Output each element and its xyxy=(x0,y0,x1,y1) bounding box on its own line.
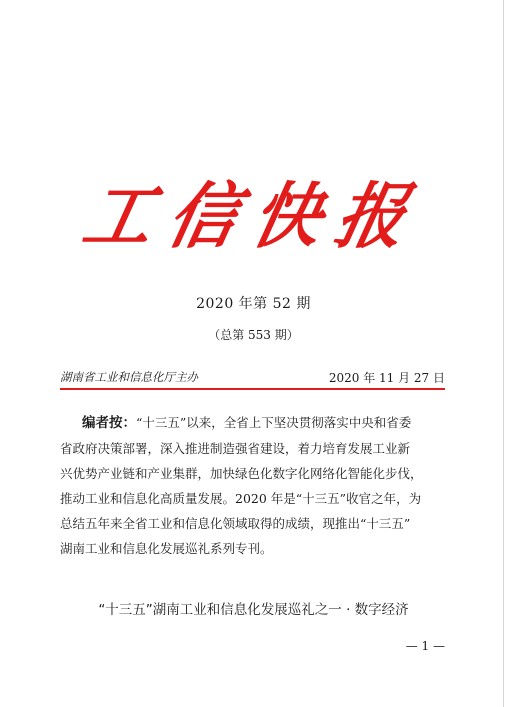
editor-note-line: 推动工业和信息化高质量发展。2020 年是“十三五”收官之年，为 xyxy=(60,491,422,506)
editor-note-line: 湖南工业和信息化发展巡礼系列专刊。 xyxy=(60,541,273,556)
publish-date: 2020 年 11 月 27 日 xyxy=(328,371,445,385)
editor-note-label: 编者按： xyxy=(82,415,136,431)
meta-row xyxy=(60,369,445,386)
masthead-title: 工信快报 xyxy=(76,175,431,259)
editor-note-line: 省政府决策部署，深入推进制造强省建设，着力培育发展工业新 xyxy=(60,441,411,456)
page-number: — 1 — xyxy=(405,639,445,653)
editor-note-line: 兴优势产业链和产业集群，加快绿色化数字化网络化智能化步伐， xyxy=(60,466,423,481)
issue-number: 2020 年第 52 期 xyxy=(196,296,311,312)
editor-note xyxy=(60,410,448,561)
total-issue-number: （总第 553 期） xyxy=(208,328,299,342)
header-divider xyxy=(60,388,445,390)
article-headline: “十三五”湖南工业和信息化发展巡礼之一 · 数字经济 xyxy=(98,602,409,618)
publisher: 湖南省工业和信息化厅主办 xyxy=(60,370,198,384)
editor-note-line xyxy=(60,410,448,436)
editor-note-line: 总结五年来全省工业和信息化领域取得的成绩，现推出“十三五” xyxy=(60,516,411,531)
editor-note-text: “十三五”以来，全省上下坚决贯彻落实中央和省委 xyxy=(136,415,412,430)
masthead xyxy=(0,172,507,262)
